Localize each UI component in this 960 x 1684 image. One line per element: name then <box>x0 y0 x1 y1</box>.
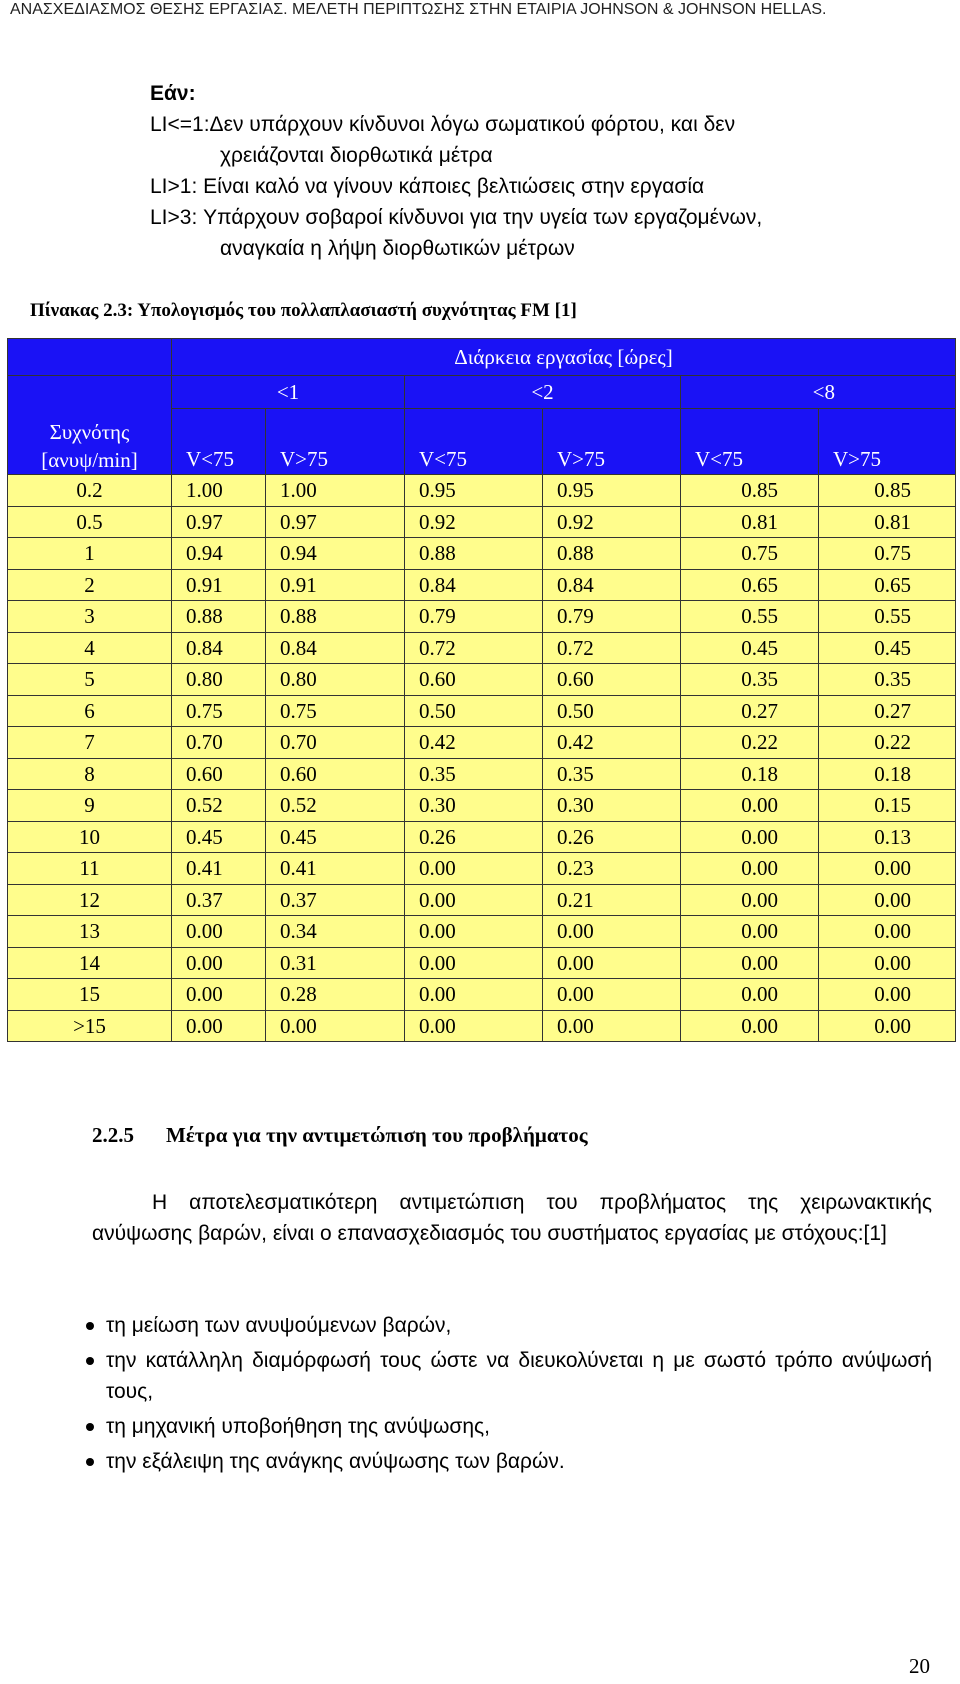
frequency-cell: 1 <box>8 538 172 570</box>
value-cell: 0.79 <box>543 601 681 633</box>
value-cell: 0.95 <box>405 475 543 507</box>
value-cell: 0.23 <box>543 853 681 885</box>
duration-header: Διάρκεια εργασίας [ώρες] <box>172 339 956 376</box>
section-heading <box>92 1123 588 1148</box>
list-item: τη μηχανική υποβοήθηση της ανύψωσης, <box>92 1411 932 1442</box>
condition-line: LI<=1:Δεν υπάρχουν κίνδυνοι λόγω σωματικού φόρτου, και δεν <box>150 113 736 136</box>
value-cell: 0.45 <box>681 632 819 664</box>
table-row <box>8 664 956 696</box>
value-cell: 0.70 <box>266 727 405 759</box>
frequency-cell: 3 <box>8 601 172 633</box>
table-row <box>8 947 956 979</box>
speed-header: V<75 <box>681 409 819 475</box>
table-row <box>8 506 956 538</box>
value-cell: 0.75 <box>266 695 405 727</box>
value-cell: 0.60 <box>405 664 543 696</box>
duration-label: <1 <box>172 376 405 409</box>
value-cell: 0.00 <box>405 979 543 1011</box>
value-cell: 0.00 <box>819 884 956 916</box>
frequency-cell: 15 <box>8 979 172 1011</box>
frequency-cell: 7 <box>8 727 172 759</box>
value-cell: 0.88 <box>405 538 543 570</box>
value-cell: 0.52 <box>172 790 266 822</box>
value-cell: 0.00 <box>681 1010 819 1042</box>
value-cell: 0.91 <box>172 569 266 601</box>
value-cell: 0.00 <box>819 947 956 979</box>
value-cell: 0.00 <box>681 821 819 853</box>
table-row <box>8 853 956 885</box>
value-cell: 0.35 <box>681 664 819 696</box>
value-cell: 0.95 <box>543 475 681 507</box>
speed-header: V<75 <box>405 409 543 475</box>
value-cell: 0.60 <box>172 758 266 790</box>
value-cell: 0.00 <box>543 979 681 1011</box>
value-cell: 0.80 <box>172 664 266 696</box>
condition-title: Εάν: <box>150 82 196 105</box>
table-row <box>8 601 956 633</box>
value-cell: 0.42 <box>543 727 681 759</box>
value-cell: 0.13 <box>819 821 956 853</box>
value-cell: 0.00 <box>172 979 266 1011</box>
value-cell: 0.00 <box>681 790 819 822</box>
value-cell: 0.22 <box>681 727 819 759</box>
value-cell: 0.85 <box>681 475 819 507</box>
bullet-icon <box>86 1458 94 1466</box>
list-item: την κατάλληλη διαμόρφωσή τους ώστε να διευκολύνεται η με σωστό τρόπο ανύψωσή τους, <box>92 1345 932 1407</box>
frequency-cell: 9 <box>8 790 172 822</box>
value-cell: 0.65 <box>681 569 819 601</box>
value-cell: 0.00 <box>681 947 819 979</box>
value-cell: 0.41 <box>172 853 266 885</box>
speed-header: V>75 <box>266 409 405 475</box>
frequency-cell: 6 <box>8 695 172 727</box>
value-cell: 0.26 <box>543 821 681 853</box>
value-cell: 0.50 <box>405 695 543 727</box>
value-cell: 0.35 <box>405 758 543 790</box>
frequency-cell: >15 <box>8 1010 172 1042</box>
value-cell: 0.31 <box>266 947 405 979</box>
value-cell: 0.75 <box>819 538 956 570</box>
value-cell: 0.92 <box>543 506 681 538</box>
running-header: ΑΝΑΣΧΕΔΙΑΣΜΟΣ ΘΕΣΗΣ ΕΡΓΑΣΙΑΣ. ΜΕΛΕΤΗ ΠΕΡΙΠΤΩΣΗΣ ΣΤΗΝ ΕΤΑΙΡΙΑ JOHNSON & JOHNSON HELLAS. <box>10 1 827 18</box>
speed-header: V>75 <box>819 409 956 475</box>
table-row <box>8 727 956 759</box>
value-cell: 0.18 <box>681 758 819 790</box>
value-cell: 0.81 <box>681 506 819 538</box>
value-cell: 0.81 <box>819 506 956 538</box>
value-cell: 0.84 <box>172 632 266 664</box>
value-cell: 0.70 <box>172 727 266 759</box>
value-cell: 0.00 <box>681 884 819 916</box>
value-cell: 0.65 <box>819 569 956 601</box>
condition-line: LI>1: Είναι καλό να γίνουν κάποιες βελτιώσεις στην εργασία <box>150 175 705 198</box>
bullet-list <box>92 1310 932 1481</box>
table-row <box>8 1010 956 1042</box>
condition-line: LI>3: Υπάρχουν σοβαροί κίνδυνοι για την υγεία των εργαζομένων, <box>150 206 763 229</box>
paragraph-text: Η αποτελεσματικότερη αντιμετώπιση του προβλήματος της χειρωνακτικής ανύψωσης βαρών, είναι ο επανασχεδιασμός του συστήματος εργασίας με στόχους:[1] <box>92 1191 932 1245</box>
value-cell: 0.21 <box>543 884 681 916</box>
row-label-header <box>8 376 172 475</box>
value-cell: 0.88 <box>543 538 681 570</box>
value-cell: 0.94 <box>172 538 266 570</box>
value-cell: 0.00 <box>405 884 543 916</box>
value-cell: 0.35 <box>819 664 956 696</box>
value-cell: 0.41 <box>266 853 405 885</box>
section-number: 2.2.5 <box>92 1123 134 1147</box>
value-cell: 0.00 <box>405 853 543 885</box>
value-cell: 0.27 <box>681 695 819 727</box>
duration-row <box>8 376 956 409</box>
table-row <box>8 979 956 1011</box>
value-cell: 0.26 <box>405 821 543 853</box>
row-label-line: [ανυψ/min] <box>41 448 138 472</box>
value-cell: 0.00 <box>543 916 681 948</box>
table-row <box>8 790 956 822</box>
list-item: τη μείωση των ανυψούμενων βαρών, <box>92 1310 932 1341</box>
value-cell: 0.45 <box>266 821 405 853</box>
frequency-cell: 14 <box>8 947 172 979</box>
value-cell: 0.84 <box>543 569 681 601</box>
value-cell: 0.55 <box>819 601 956 633</box>
value-cell: 0.00 <box>172 1010 266 1042</box>
section-title: Μέτρα για την αντιμετώπιση του προβλήματος <box>166 1123 588 1147</box>
duration-label: <2 <box>405 376 681 409</box>
frequency-cell: 10 <box>8 821 172 853</box>
frequency-cell: 12 <box>8 884 172 916</box>
value-cell: 0.60 <box>266 758 405 790</box>
frequency-cell: 13 <box>8 916 172 948</box>
table-row <box>8 632 956 664</box>
value-cell: 0.18 <box>819 758 956 790</box>
duration-label: <8 <box>681 376 956 409</box>
value-cell: 0.75 <box>681 538 819 570</box>
frequency-multiplier-table <box>7 338 956 1042</box>
frequency-cell: 8 <box>8 758 172 790</box>
value-cell: 0.15 <box>819 790 956 822</box>
value-cell: 0.00 <box>405 1010 543 1042</box>
value-cell: 0.35 <box>543 758 681 790</box>
row-label-line: Συχνότης <box>49 420 130 444</box>
value-cell: 0.50 <box>543 695 681 727</box>
value-cell: 0.00 <box>819 916 956 948</box>
table-row <box>8 821 956 853</box>
table-row <box>8 475 956 507</box>
table-row <box>8 569 956 601</box>
value-cell: 0.84 <box>405 569 543 601</box>
value-cell: 0.22 <box>819 727 956 759</box>
value-cell: 1.00 <box>266 475 405 507</box>
value-cell: 0.91 <box>266 569 405 601</box>
value-cell: 0.00 <box>543 1010 681 1042</box>
value-cell: 0.00 <box>405 947 543 979</box>
value-cell: 0.00 <box>681 979 819 1011</box>
value-cell: 0.37 <box>172 884 266 916</box>
value-cell: 0.75 <box>172 695 266 727</box>
value-cell: 0.37 <box>266 884 405 916</box>
value-cell: 0.79 <box>405 601 543 633</box>
value-cell: 0.34 <box>266 916 405 948</box>
bullet-icon <box>86 1357 94 1365</box>
value-cell: 0.88 <box>172 601 266 633</box>
value-cell: 0.94 <box>266 538 405 570</box>
value-cell: 0.42 <box>405 727 543 759</box>
value-cell: 0.00 <box>681 853 819 885</box>
value-cell: 0.28 <box>266 979 405 1011</box>
table-row <box>8 916 956 948</box>
value-cell: 0.00 <box>405 916 543 948</box>
speed-header: V>75 <box>543 409 681 475</box>
table-row <box>8 695 956 727</box>
value-cell: 0.97 <box>172 506 266 538</box>
value-cell: 0.00 <box>819 979 956 1011</box>
table-row <box>8 758 956 790</box>
header-corner-cell <box>8 339 172 376</box>
bullet-icon <box>86 1423 94 1431</box>
value-cell: 0.72 <box>405 632 543 664</box>
value-cell: 0.30 <box>405 790 543 822</box>
frequency-cell: 0.2 <box>8 475 172 507</box>
value-cell: 0.85 <box>819 475 956 507</box>
value-cell: 0.92 <box>405 506 543 538</box>
frequency-cell: 2 <box>8 569 172 601</box>
value-cell: 0.52 <box>266 790 405 822</box>
value-cell: 0.00 <box>819 1010 956 1042</box>
value-cell: 0.30 <box>543 790 681 822</box>
table-row <box>8 884 956 916</box>
value-cell: 0.45 <box>172 821 266 853</box>
value-cell: 0.84 <box>266 632 405 664</box>
value-cell: 0.00 <box>172 947 266 979</box>
condition-block <box>150 78 930 264</box>
value-cell: 0.45 <box>819 632 956 664</box>
speed-header: V<75 <box>172 409 266 475</box>
value-cell: 0.88 <box>266 601 405 633</box>
value-cell: 0.00 <box>543 947 681 979</box>
value-cell: 0.00 <box>172 916 266 948</box>
value-cell: 0.72 <box>543 632 681 664</box>
condition-line-continuation: αναγκαία η λήψη διορθωτικών μέτρων <box>220 237 575 260</box>
value-cell: 0.97 <box>266 506 405 538</box>
section-paragraph <box>92 1187 932 1249</box>
value-cell: 0.60 <box>543 664 681 696</box>
page-number: 20 <box>909 1654 930 1678</box>
table-header-row <box>8 339 956 376</box>
value-cell: 0.27 <box>819 695 956 727</box>
table-caption: Πίνακας 2.3: Υπολογισμός του πολλαπλασιαστή συχνότητας FM [1] <box>30 300 577 321</box>
frequency-cell: 0.5 <box>8 506 172 538</box>
list-item: την εξάλειψη της ανάγκης ανύψωσης των βαρών. <box>92 1446 932 1477</box>
bullet-icon <box>86 1322 94 1330</box>
value-cell: 0.00 <box>819 853 956 885</box>
value-cell: 0.00 <box>681 916 819 948</box>
value-cell: 0.80 <box>266 664 405 696</box>
table-row <box>8 538 956 570</box>
condition-line-continuation: χρειάζονται διορθωτικά μέτρα <box>220 144 493 167</box>
frequency-cell: 5 <box>8 664 172 696</box>
value-cell: 0.00 <box>266 1010 405 1042</box>
value-cell: 1.00 <box>172 475 266 507</box>
frequency-cell: 4 <box>8 632 172 664</box>
frequency-cell: 11 <box>8 853 172 885</box>
value-cell: 0.55 <box>681 601 819 633</box>
